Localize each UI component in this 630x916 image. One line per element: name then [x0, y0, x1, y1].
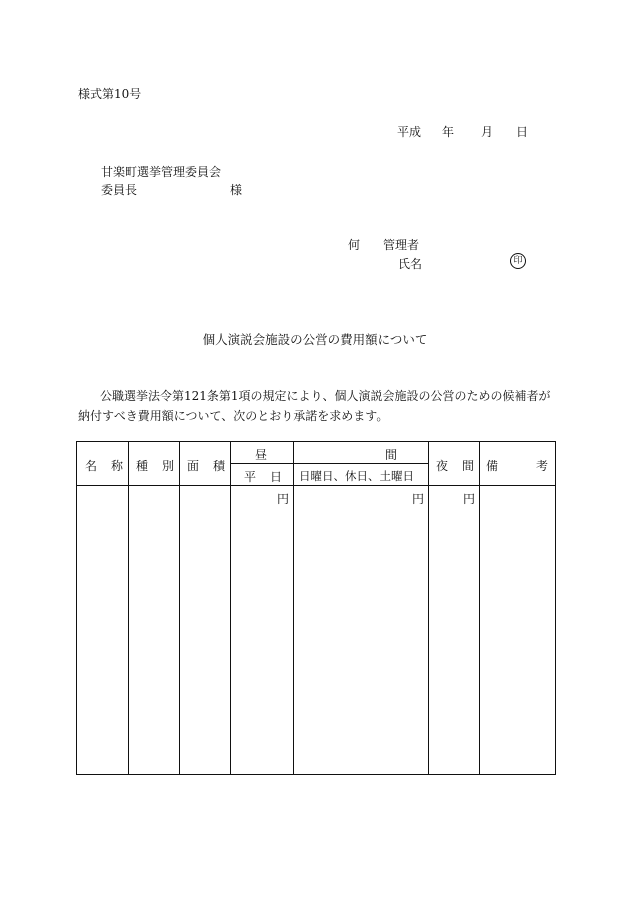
form-number: 様式第10号 — [78, 87, 142, 101]
table-divider — [230, 442, 231, 774]
addressee-title: 委員長 — [101, 183, 138, 197]
date-year-label: 年 — [442, 125, 455, 139]
header-area: 面積 — [187, 459, 240, 473]
header-daytime: 昼間 — [255, 448, 516, 462]
applicant-name-label: 氏名 — [398, 257, 423, 271]
date-month-label: 月 — [481, 125, 494, 139]
applicant-prefix: 何 — [348, 238, 361, 252]
table-divider — [293, 442, 294, 774]
document-title: 個人演説会施設の公営の費用額について — [202, 332, 428, 347]
header-name: 名称 — [85, 459, 138, 473]
date-day-label: 日 — [516, 125, 529, 139]
table-divider — [428, 442, 429, 774]
addressee-organization: 甘楽町選挙管理委員会 — [101, 165, 222, 179]
unit-holiday: 円 — [412, 492, 425, 506]
date-era: 平成 — [397, 125, 422, 139]
addressee-honorific: 様 — [230, 183, 243, 197]
table-divider — [479, 442, 480, 774]
header-night: 夜間 — [436, 459, 489, 473]
header-weekday: 平日 — [244, 470, 297, 484]
header-type: 種別 — [136, 459, 189, 473]
header-holiday: 日曜日、休日、土曜日 — [299, 469, 414, 483]
table-divider — [179, 442, 180, 774]
cost-table — [76, 441, 587, 775]
table-divider — [230, 463, 428, 464]
header-remarks: 備考 — [486, 459, 587, 473]
body-paragraph: 公職選挙法令第121条第1項の規定により、個人演説会施設の公営のための候補者が納付すべき費用額について、次のとおり承諾を求めます。 — [78, 389, 551, 423]
table-divider — [128, 442, 129, 774]
seal-mark: 印 — [510, 253, 526, 269]
unit-weekday: 円 — [277, 492, 290, 506]
applicant-role: 管理者 — [383, 238, 420, 252]
unit-night: 円 — [463, 492, 476, 506]
table-divider — [77, 485, 555, 486]
